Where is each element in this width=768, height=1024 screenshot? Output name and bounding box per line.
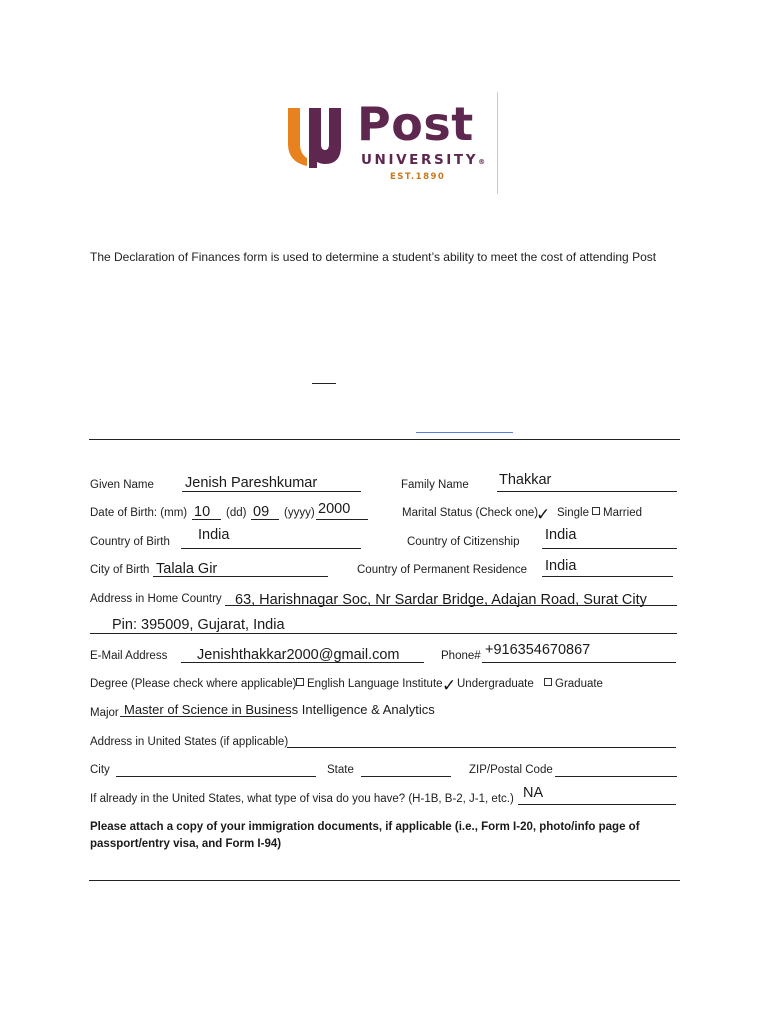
dob-yyyy-label: (yyyy) [284,507,315,519]
attach-documents-note: Please attach a copy of your immigration documents, if applicable (i.e., Form I-20, photo/info page of passport/entry visa, and Form I-94) [90,821,640,850]
zip-label: ZIP/Postal Code [469,764,553,776]
dob-yyyy-value[interactable]: 2000 [318,501,351,517]
logo-mark-icon [287,104,349,168]
degree-undergrad-option[interactable]: Undergraduate [457,678,534,690]
dob-label: Date of Birth: (mm) [90,507,188,519]
residence-label: Country of Permanent Residence [357,564,528,576]
short-underline [312,383,336,384]
residence-line [542,576,673,577]
logo-wordmark: Post [357,97,474,151]
email-value[interactable]: Jenishthakkar2000@gmail.com [197,647,400,663]
country-of-birth-line [181,548,361,549]
country-of-birth-value[interactable]: India [198,527,230,543]
dob-dd-label: (dd) [226,507,247,519]
degree-eli-option[interactable]: English Language Institute [296,678,443,690]
city-of-birth-label: City of Birth [90,564,150,576]
citizenship-value[interactable]: India [545,527,577,543]
eli-checkbox[interactable] [296,678,304,686]
given-name-value[interactable]: Jenish Pareshkumar [185,475,318,491]
home-address-line-2 [90,633,677,634]
residence-value[interactable]: India [545,558,577,574]
degree-label: Degree (Please check where applicable) [90,678,297,690]
state-line[interactable] [361,776,451,777]
email-label: E-Mail Address [90,650,168,662]
citizenship-line [542,548,677,549]
visa-line [518,804,676,805]
dob-dd-value[interactable]: 09 [253,504,270,520]
state-label: State [327,764,354,776]
home-address-value-2[interactable]: Pin: 395009, Gujarat, India [112,617,285,633]
phone-label: Phone# [441,650,481,662]
home-address-value-1[interactable]: 63, Harishnagar Soc, Nr Sardar Bridge, Adajan Road, Surat City [235,592,647,608]
family-name-line [497,491,677,492]
marital-status-label: Marital Status (Check one) [402,507,539,519]
logo-divider [497,92,498,194]
city-line[interactable] [116,776,316,777]
visa-value[interactable]: NA [523,785,544,801]
dob-yyyy-line [316,519,368,520]
graduate-checkbox[interactable] [544,678,552,686]
city-of-birth-value[interactable]: Talala Gir [156,561,218,577]
citizenship-label: Country of Citizenship [407,536,520,548]
us-address-label: Address in United States (if applicable) [90,736,289,748]
logo-university: UNIVERSITY® [361,152,486,168]
marital-married-option[interactable]: Married [592,507,642,519]
major-label: Major [90,707,119,719]
given-name-line [182,491,361,492]
marital-single-option[interactable]: Single [557,507,589,519]
family-name-label: Family Name [401,479,469,491]
dob-mm-value[interactable]: 10 [194,504,211,520]
logo-established: EST.1890 [390,172,446,182]
country-of-birth-label: Country of Birth [90,536,170,548]
intro-text: The Declaration of Finances form is used to determine a student’s ability to meet the cost of attending Post [90,250,657,264]
zip-line[interactable] [555,776,677,777]
phone-line [482,662,676,663]
section-divider-bottom [89,880,680,881]
given-name-label: Given Name [90,479,154,491]
link-underline[interactable] [416,432,513,433]
marital-single-check-icon: ✓ [536,505,551,525]
family-name-value[interactable]: Thakkar [499,472,552,488]
visa-label: If already in the United States, what type of visa do you have? (H-1B, B-2, J-1, etc.) [90,793,514,805]
major-value[interactable]: Master of Science in Business Intelligence & Analytics [124,702,435,717]
city-label: City [90,764,110,776]
degree-graduate-option[interactable]: Graduate [544,678,603,690]
us-address-line[interactable] [287,747,676,748]
married-checkbox[interactable] [592,507,600,515]
home-address-label: Address in Home Country [90,593,222,605]
section-divider-top [89,439,680,440]
phone-value[interactable]: +916354670867 [485,642,591,658]
degree-undergrad-check-icon: ✓ [442,676,457,696]
